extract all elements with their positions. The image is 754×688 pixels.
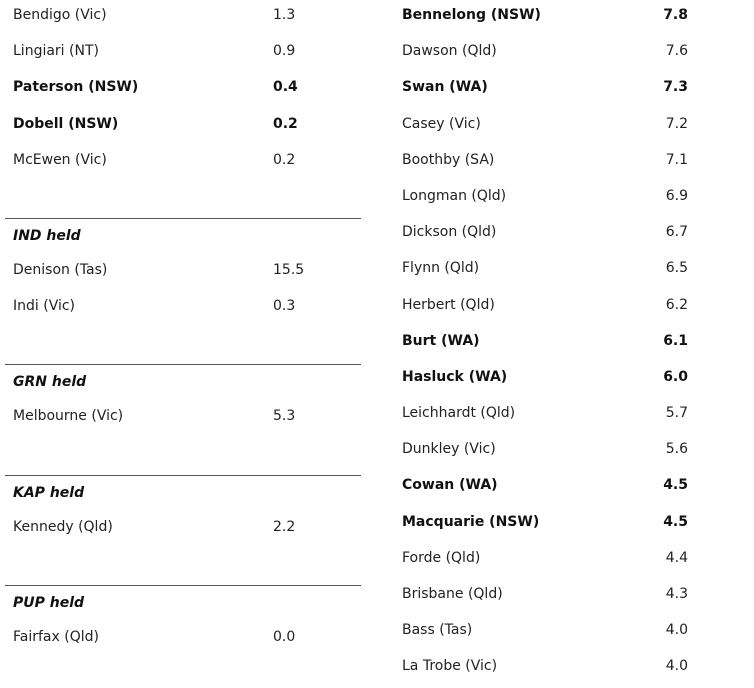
left-top-rows: [5, 0, 361, 181]
seat-name: McEwen (Vic): [13, 151, 107, 168]
seat-row: [395, 470, 695, 506]
seat-margin: 4.5: [663, 513, 688, 530]
seat-margin: 0.0: [273, 628, 296, 645]
seat-margin: 4.0: [665, 622, 688, 639]
seat-name: Flynn (Qld): [402, 260, 480, 277]
seat-margin: 15.5: [273, 261, 305, 278]
seat-name: Indi (Vic): [13, 298, 76, 315]
seat-row: [395, 217, 695, 253]
seat-row: [395, 181, 695, 217]
seat-name: Cowan (WA): [402, 477, 498, 494]
seat-margin: 4.4: [665, 549, 688, 566]
seat-margin: 0.2: [273, 151, 296, 168]
seat-name: La Trobe (Vic): [402, 658, 498, 675]
seat-margin: 5.3: [273, 408, 296, 425]
section-heading-text: IND held: [13, 227, 81, 244]
seat-row: [395, 290, 695, 326]
seat-row: [395, 507, 695, 543]
seat-name: Melbourne (Vic): [13, 408, 124, 425]
seat-margin: 7.2: [665, 115, 688, 132]
section-heading: [5, 476, 361, 512]
seat-name: Herbert (Qld): [402, 296, 495, 313]
seat-row: [5, 512, 361, 548]
seat-row: [395, 72, 695, 108]
seat-margin: 0.4: [273, 79, 298, 96]
seat-name: Leichhardt (Qld): [402, 405, 516, 422]
section-heading-text: PUP held: [13, 594, 85, 611]
seat-name: Boothby (SA): [402, 151, 495, 168]
seat-margin: 6.5: [665, 260, 688, 277]
seat-row: [395, 326, 695, 362]
section-heading: [5, 219, 361, 255]
seat-name: Longman (Qld): [402, 187, 507, 204]
seat-row: [395, 398, 695, 434]
seat-row: [395, 145, 695, 181]
right-column: [395, 0, 695, 688]
seat-name: Lingiari (NT): [13, 43, 99, 60]
seat-row: [5, 109, 361, 145]
seat-row: [395, 109, 695, 145]
seat-name: Kennedy (Qld): [13, 518, 113, 535]
seat-name: Burt (WA): [402, 332, 480, 349]
seat-margin: 5.7: [665, 405, 688, 422]
seat-name: Paterson (NSW): [13, 79, 139, 96]
seat-row: [395, 579, 695, 615]
seat-name: Brisbane (Qld): [402, 586, 503, 602]
seat-name: Bendigo (Vic): [13, 7, 107, 23]
seat-name: Dickson (Qld): [402, 224, 497, 241]
seat-margin: 7.6: [665, 43, 688, 60]
seat-margin: 0.3: [273, 298, 296, 315]
seat-margin: 7.8: [663, 7, 688, 23]
seat-margin: 4.0: [665, 658, 688, 675]
seat-name: Fairfax (Qld): [13, 628, 99, 645]
seat-row: [5, 401, 361, 437]
seat-name: Bass (Tas): [402, 622, 473, 639]
seat-row: [5, 72, 361, 108]
left-column: [5, 0, 361, 658]
seat-row: [5, 36, 361, 72]
seat-name: Swan (WA): [402, 79, 488, 96]
section-heading: [5, 586, 361, 622]
seat-margin: 4.3: [665, 586, 688, 602]
seat-margin: 7.1: [665, 151, 688, 168]
seat-row: [5, 622, 361, 658]
seat-name: Hasluck (WA): [402, 368, 508, 385]
seat-row: [395, 434, 695, 470]
seat-name: Dunkley (Vic): [402, 441, 496, 458]
seat-margin: 0.2: [273, 115, 298, 132]
seat-margin: 1.3: [273, 7, 296, 23]
section-heading: [5, 365, 361, 401]
seat-margin: 6.7: [665, 224, 688, 241]
seat-row: [5, 255, 361, 291]
section-heading-text: KAP held: [13, 484, 85, 501]
seat-margin: 6.0: [663, 368, 688, 385]
seat-row: [395, 0, 695, 36]
seat-row: [395, 651, 695, 687]
seat-name: Dobell (NSW): [13, 115, 119, 132]
seat-margin: 6.1: [663, 332, 688, 349]
seat-row: [5, 145, 361, 181]
seat-name: Denison (Tas): [13, 261, 108, 278]
seat-row: [395, 36, 695, 72]
seat-margin: 6.9: [665, 187, 688, 204]
seat-name: Macquarie (NSW): [402, 513, 540, 530]
seat-name: Dawson (Qld): [402, 43, 497, 60]
seat-row: [395, 253, 695, 289]
seat-margin: 7.3: [663, 79, 688, 96]
seat-row: [5, 291, 361, 327]
seat-margin: 4.5: [663, 477, 688, 494]
seat-margin: 6.2: [665, 296, 688, 313]
seat-name: Bennelong (NSW): [402, 7, 541, 23]
seat-row: [395, 615, 695, 651]
seat-row: [395, 543, 695, 579]
seat-margin: 5.6: [665, 441, 688, 458]
seat-name: Casey (Vic): [402, 115, 481, 132]
seat-margin: 2.2: [273, 518, 296, 535]
section-heading-text: GRN held: [13, 374, 87, 391]
seat-margin: 0.9: [273, 43, 296, 60]
seat-row: [395, 362, 695, 398]
seat-name: Forde (Qld): [402, 549, 481, 566]
seat-row: [5, 0, 361, 36]
